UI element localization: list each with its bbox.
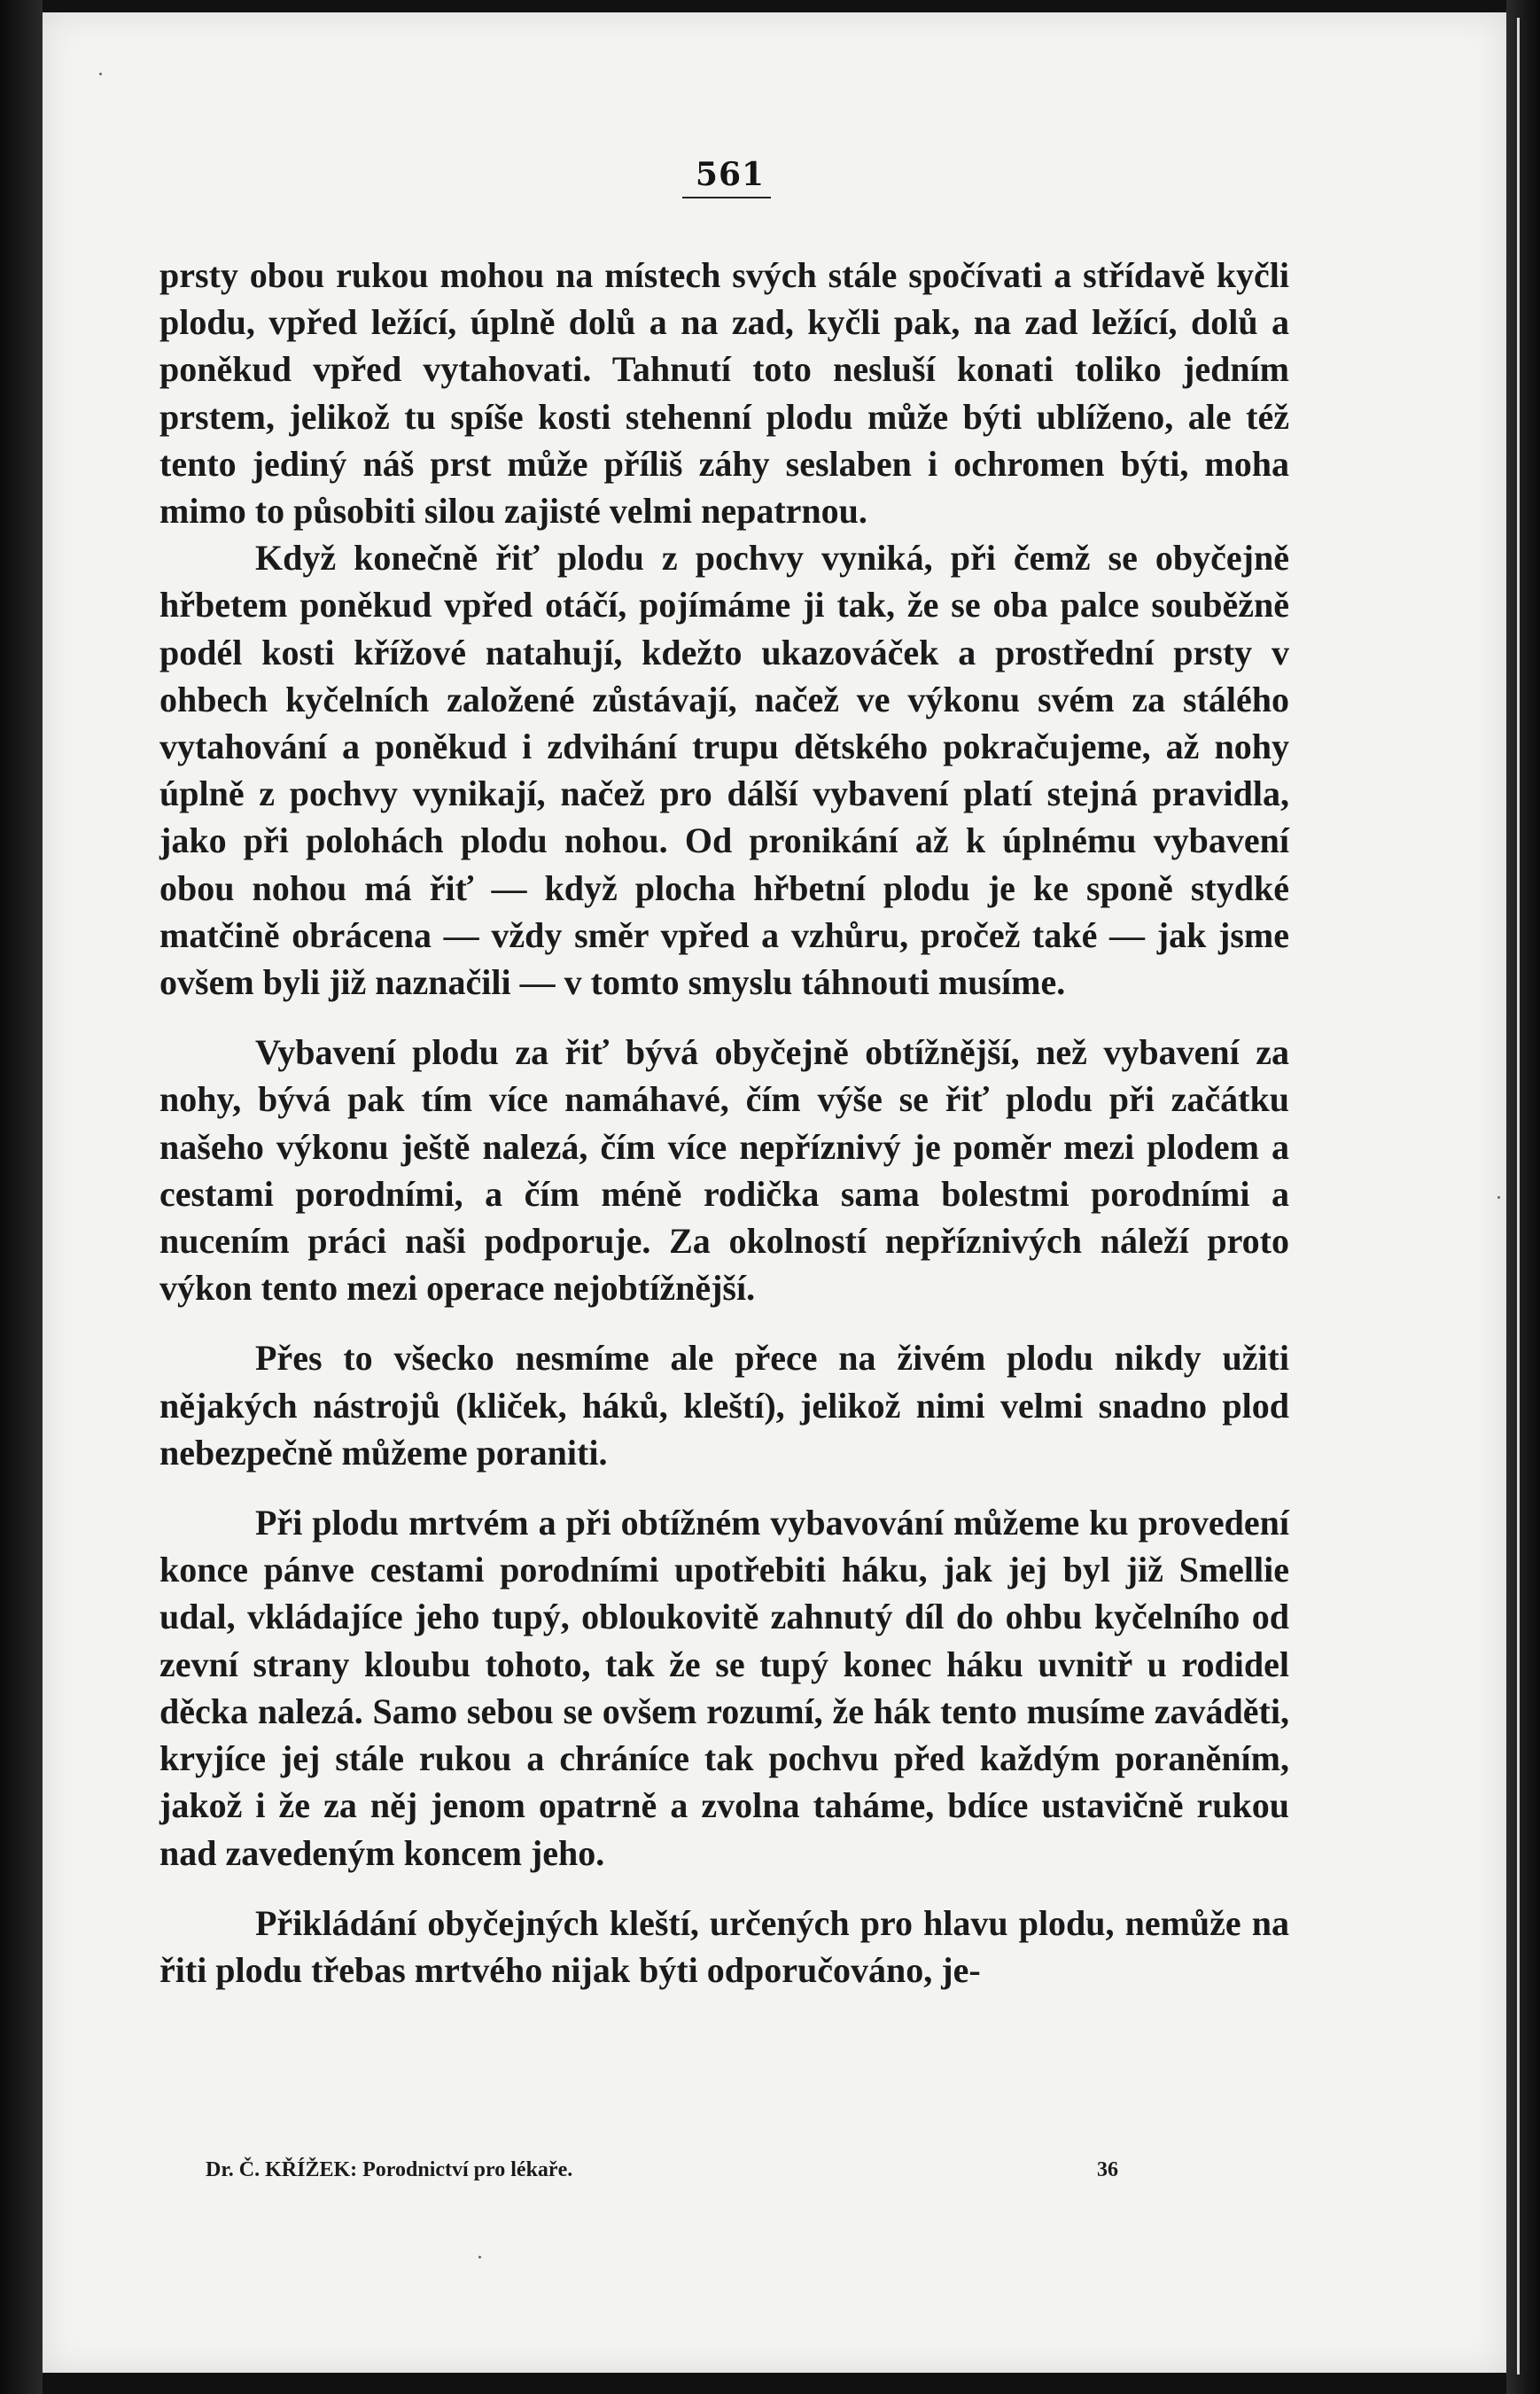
page-body-text bbox=[159, 252, 1289, 1994]
paragraph: Při plodu mrtvém a při obtížném vybavování můžeme ku provedení konce pánve cestami porodními upotřebiti háku, jak jej byl již Smellie udal, vkládajíce jeho tupý, obloukovitě zahnutý díl do ohbu kyčelního od zevní strany kloubu tohoto, tak že se tupý konec háku uvnitř u rodidel děcka nalezá. Samo sebou se ovšem rozumí, že hák tento musíme zaváděti, kryjíce jej stále rukou a chráníce tak pochvu před každým poraněním, jakož i že za něj jenom opatrně a zvolna taháme, bdíce ustavičně rukou nad zavedeným koncem jeho. bbox=[159, 1503, 1289, 1873]
page-number-underline bbox=[682, 197, 771, 198]
page-number: 561 bbox=[695, 156, 766, 193]
paper-speck bbox=[1497, 1196, 1500, 1199]
paper-speck bbox=[99, 73, 102, 75]
paragraph: Když konečně řiť plodu z pochvy vyniká, při čemž se obyčejně hřbetem poněkud vpřed otáčí, pojímáme ji tak, že se oba palce souběžně podél kosti křížové natahují, kdežto ukazováček a prostřední prsty v ohbech kyčelních založené zůstávají, načež ve výkonu svém za stálého vytahování a poněkud i zdvihání trupu dětského pokračujeme, až nohy úplně z pochvy vynikají, načež pro dálší vybavení platí stejná pravidla, jako při polohách plodu nohou. Od pronikání až k úplnému vybavení obou nohou má řiť — když plocha hřbetní plodu je ke sponě stydké matčině obrácena — vždy směr vpřed a vzhůru, pročež také — jak jsme ovšem byli již naznačili — v tomto smyslu táhnouti musíme. bbox=[159, 538, 1289, 1003]
paragraph: Přikládání obyčejných kleští, určených pro hlavu plodu, nemůže na řiti plodu třebas mrtvého nijak býti odporučováno, je- bbox=[159, 1902, 1289, 1990]
footer-signature: Dr. Č. KŘÍŽEK: Porodnictví pro lékaře. bbox=[206, 2158, 573, 2181]
paper-speck bbox=[478, 2256, 481, 2258]
paragraph: Vybavení plodu za řiť bývá obyčejně obtížnější, než vybavení za nohy, bývá pak tím více namáhavé, čím výše se řiť plodu při začátku našeho výkonu ještě nalezá, čím více nepříznivý je poměr mezi plodem a cestami porodními, a čím méně rodička sama bolestmi porodními a nucením práci naši podporuje. Za okolností nepříznivých náleží proto výkon tento mezi operace nejobtížnější. bbox=[159, 1032, 1289, 1309]
paragraph-continuation: prsty obou rukou mohou na místech svých stále spočívati a střídavě kyčli plodu, vpřed ležící, úplně dolů a na zad, kyčli pak, na zad ležící, dolů a poněkud vpřed vytahovati. Tahnutí toto nesluší konati toliko jedním prstem, jelikož tu spíše kosti stehenní plodu může býti ublíženo, ale též tento jediný náš prst může příliš záhy seslaben i ochromen býti, moha mimo to působiti silou zajisté velmi nepatrnou. bbox=[159, 255, 1289, 532]
paragraph: Přes to všecko nesmíme ale přece na živém plodu nikdy užiti nějakých nástrojů (kliček, háků, kleští), jelikož nimi velmi snadno plod nebezpečně můžeme poraniti. bbox=[159, 1338, 1289, 1473]
right-book-edge bbox=[1506, 0, 1540, 2394]
right-edge-highlight bbox=[1517, 18, 1520, 2375]
left-book-edge bbox=[0, 0, 43, 2394]
footer-sheet-number: 36 bbox=[1097, 2158, 1118, 2181]
